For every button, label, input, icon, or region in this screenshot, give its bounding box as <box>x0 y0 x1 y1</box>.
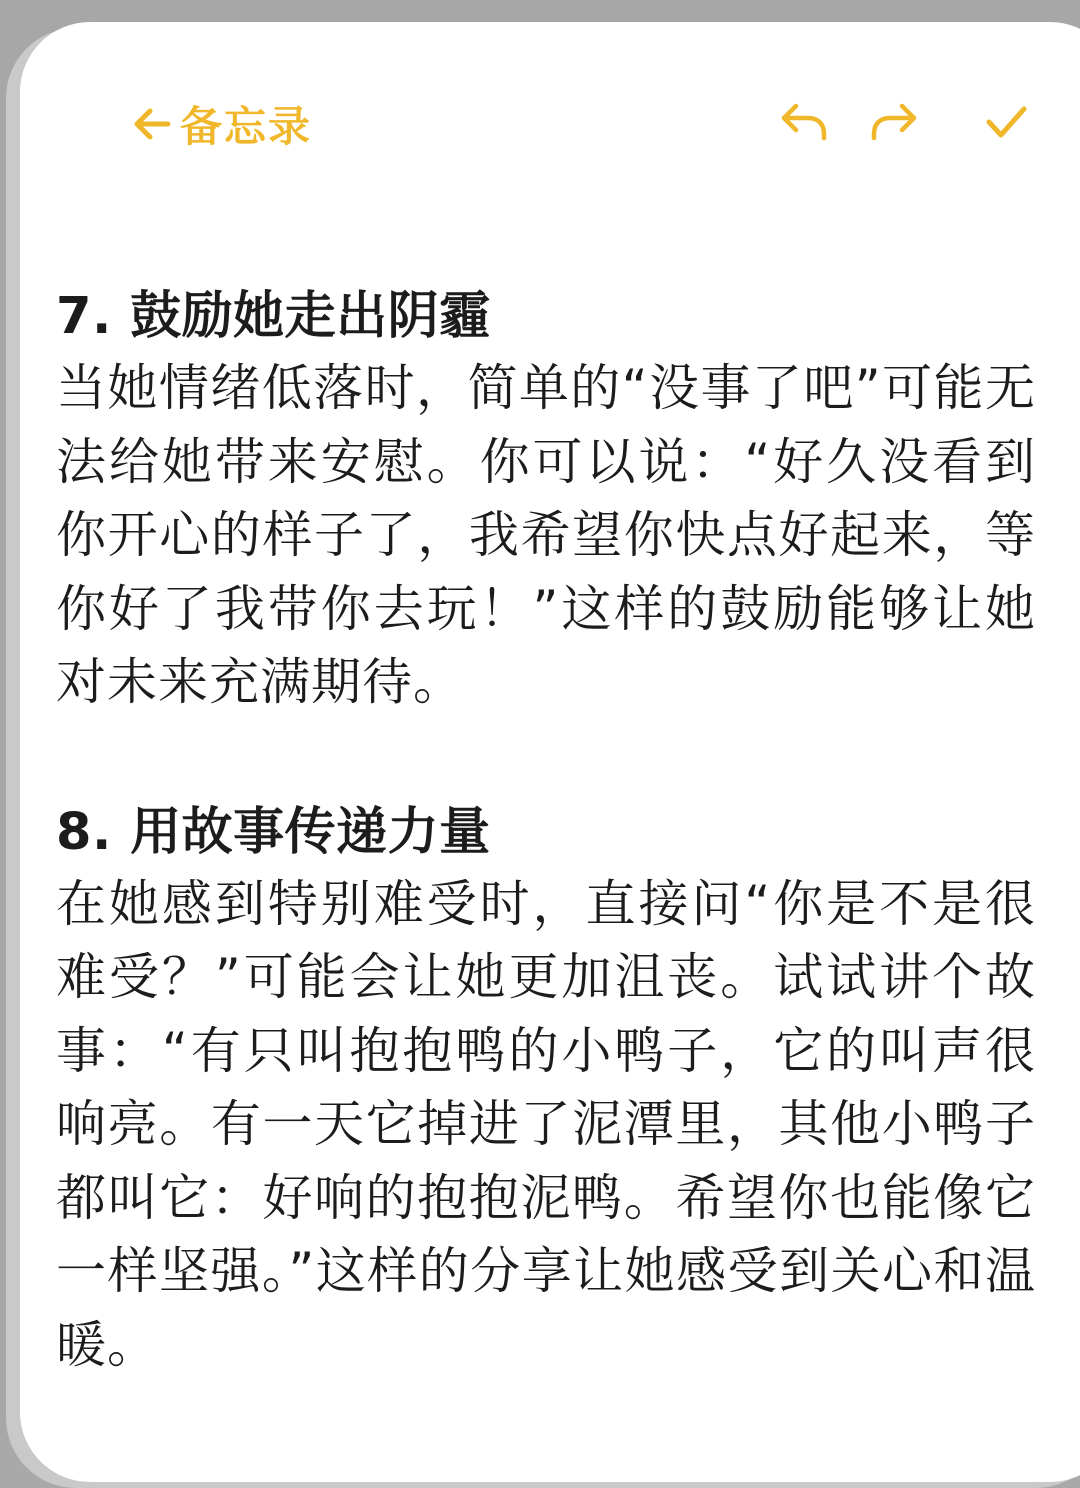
redo-button[interactable] <box>866 96 922 152</box>
undo-icon <box>778 100 830 149</box>
back-button[interactable] <box>130 96 312 152</box>
note-body[interactable] <box>56 282 1036 1382</box>
back-label: 备忘录 <box>180 102 313 151</box>
undo-button[interactable] <box>776 96 832 152</box>
note-toolbar <box>0 0 1080 250</box>
checkmark-icon <box>982 100 1030 149</box>
section-paragraph: 在她感到特别难受时，直接问“你是不是很难受？”可能会让她更加沮丧。试试讲个故事：“有只叫抱抱鸭的小鸭子，它的叫声很响亮。有一天它掉进了泥潭里，其他小鸭子都叫它：好响的抱抱泥鸭。希望你也能像它一样坚强。”这样的分享让她感受到关心和温暖。 <box>56 874 1036 1374</box>
done-button[interactable] <box>978 96 1034 152</box>
section-heading: 8. 用故事传递力量 <box>56 802 491 862</box>
arrow-left-icon <box>130 102 174 146</box>
section-heading: 7. 鼓励她走出阴霾 <box>56 287 491 346</box>
section-paragraph: 当她情绪低落时，简单的“没事了吧”可能无法给她带来安慰。你可以说：“好久没看到你开心的样子了，我希望你快点好起来，等你好了我带你去玩！”这样的鼓励能够让她对未来充满期待。 <box>56 359 1036 711</box>
redo-icon <box>868 100 920 149</box>
paragraph-gap <box>56 720 1036 798</box>
